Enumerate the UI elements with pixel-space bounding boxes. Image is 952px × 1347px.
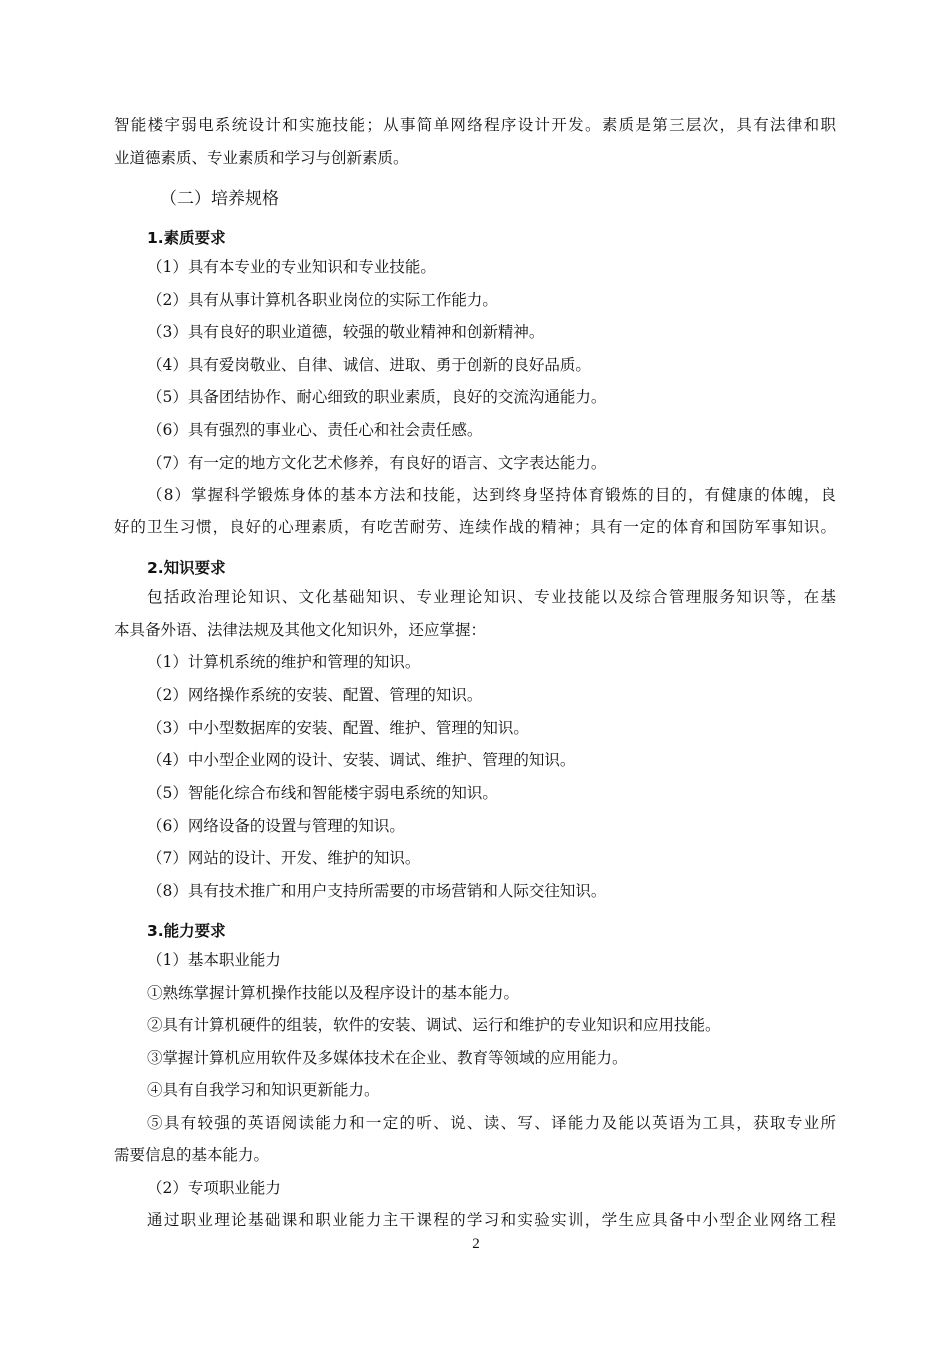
quality-item: （2）具有从事计算机各职业岗位的实际工作能力。 (147, 291, 498, 309)
quality-item-8-line-2: 好的卫生习惯，良好的心理素质，有吃苦耐劳、连续作战的精神；具有一定的体育和国防军事知识。 (114, 518, 836, 536)
quality-item: （7）有一定的地方文化艺术修养，有良好的语言、文字表达能力。 (147, 454, 607, 472)
ability-basic-item: ②具有计算机硬件的组装，软件的安装、调试、运行和维护的专业知识和应用技能。 (147, 1016, 721, 1034)
knowledge-item: （7）网站的设计、开发、维护的知识。 (147, 849, 421, 867)
knowledge-item: （2）网络操作系统的安装、配置、管理的知识。 (147, 686, 483, 704)
knowledge-item: （6）网络设备的设置与管理的知识。 (147, 817, 405, 835)
ability-special-text-line-1: 通过职业理论基础课和职业能力主干课程的学习和实验实训，学生应具备中小型企业网络工程 (147, 1211, 836, 1229)
knowledge-item: （8）具有技术推广和用户支持所需要的市场营销和人际交往知识。 (147, 882, 607, 900)
intro-line-2: 业道德素质、专业素质和学习与创新素质。 (114, 149, 409, 167)
ability-basic-item-5-line-1: ⑤具有较强的英语阅读能力和一定的听、说、读、写、译能力及能以英语为工具，获取专业所 (147, 1114, 836, 1132)
intro-line-1: 智能楼宇弱电系统设计和实施技能；从事简单网络程序设计开发。素质是第三层次，具有法律和职 (114, 116, 836, 134)
quality-item: （1）具有本专业的专业知识和专业技能。 (147, 258, 436, 276)
page-number: 2 (472, 1236, 480, 1252)
section-title: （二）培养规格 (160, 189, 279, 209)
quality-title: 1.素质要求 (147, 229, 226, 247)
quality-item: （3）具有良好的职业道德，较强的敬业精神和创新精神。 (147, 323, 545, 341)
quality-item: （6）具有强烈的事业心、责任心和社会责任感。 (147, 421, 483, 439)
quality-item-8-line-1: （8）掌握科学锻炼身体的基本方法和技能，达到终身坚持体育锻炼的目的，有健康的体魄，良 (147, 486, 836, 504)
knowledge-item: （5）智能化综合布线和智能楼宇弱电系统的知识。 (147, 784, 498, 802)
ability-subsection-special: （2）专项职业能力 (147, 1179, 281, 1197)
ability-basic-item: ③掌握计算机应用软件及多媒体技术在企业、教育等领域的应用能力。 (147, 1049, 628, 1067)
ability-title: 3.能力要求 (147, 922, 226, 940)
ability-subsection-basic: （1）基本职业能力 (147, 951, 281, 969)
knowledge-title: 2.知识要求 (147, 559, 226, 577)
knowledge-item: （3）中小型数据库的安装、配置、维护、管理的知识。 (147, 719, 529, 737)
ability-basic-item: ①熟练掌握计算机操作技能以及程序设计的基本能力。 (147, 984, 520, 1002)
ability-basic-item-5-line-2: 需要信息的基本能力。 (114, 1146, 270, 1164)
ability-basic-item: ④具有自我学习和知识更新能力。 (147, 1081, 380, 1099)
knowledge-intro-line-1: 包括政治理论知识、文化基础知识、专业理论知识、专业技能以及综合管理服务知识等，在基 (147, 588, 836, 606)
quality-item: （4）具有爱岗敬业、自律、诚信、进取、勇于创新的良好品质。 (147, 356, 591, 374)
knowledge-item: （4）中小型企业网的设计、安装、调试、维护、管理的知识。 (147, 751, 576, 769)
knowledge-intro-line-2: 本具备外语、法律法规及其他文化知识外，还应掌握： (114, 621, 487, 639)
quality-item: （5）具备团结协作、耐心细致的职业素质，良好的交流沟通能力。 (147, 388, 607, 406)
knowledge-item: （1）计算机系统的维护和管理的知识。 (147, 653, 421, 671)
